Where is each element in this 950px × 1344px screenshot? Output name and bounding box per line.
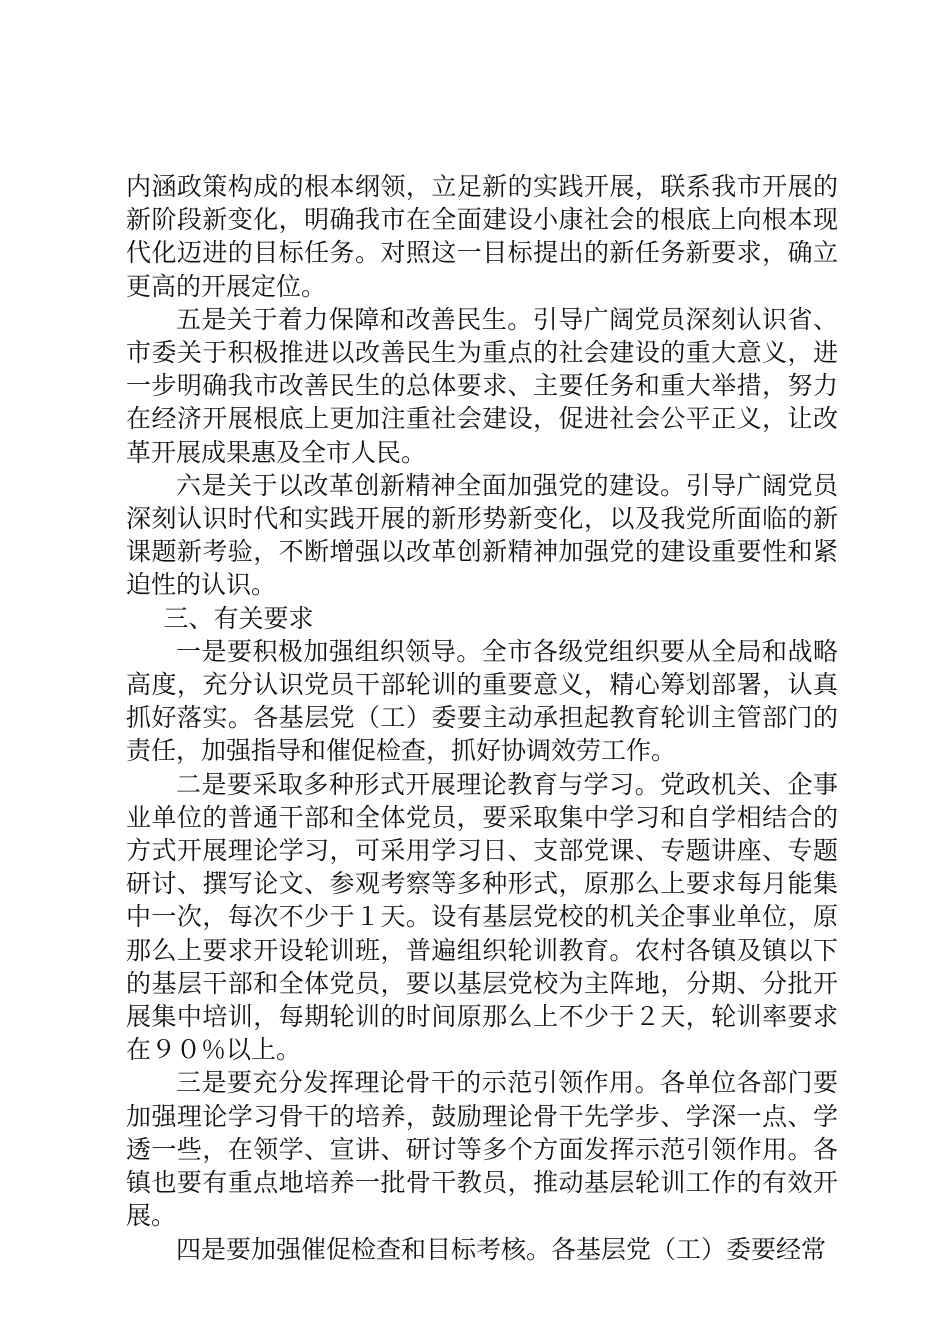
section-heading-requirements: 三、有关要求 [163, 603, 314, 633]
paragraph-item-5-livelihood: 五是关于着力保障和改善民生。引导广阔党员深刻认识省、市委关于积极推进以改善民生为重点的社会建设的重大意义，进一步明确我市改善民生的总体要求、主要任务和重大举措，努力在经济开展根底上更加注重社会建设，促进社会公平正义，让改革开展成果惠及全市人民。 [126, 304, 838, 467]
paragraph-item-6-party-building: 六是关于以改革创新精神全面加强党的建设。引导广阔党员深刻认识时代和实践开展的新形势新变化，以及我党所面临的新课题新考验，不断增强以改革创新精神加强党的建设重要性和紧迫性的认识。 [126, 470, 838, 600]
paragraph-requirement-2: 二是要采取多种形式开展理论教育与学习。党政机关、企事业单位的普通干部和全体党员，要采取集中学习和自学相结合的方式开展理论学习，可采用学习日、支部党课、专题讲座、专题研讨、撰写论文、参观考察等多种形式，原那么上要求每月能集中一次，每次不少于１天。设有基层党校的机关企事业单位，原那么上要求开设轮训班，普遍组织轮训教育。农村各镇及镇以下的基层干部和全体党员，要以基层党校为主阵地，分期、分批开展集中培训，每期轮训的时间原那么上不少于２天，轮训率要求在９０％以上。 [126, 769, 838, 1065]
paragraph-requirement-1: 一是要积极加强组织领导。全市各级党组织要从全局和战略高度，充分认识党员干部轮训的重要意义，精心筹划部署，认真抓好落实。各基层党（工）委要主动承担起教育轮训主管部门的责任，加强指导和催促检查，抓好协调效劳工作。 [126, 636, 838, 766]
paragraph-continued: 内涵政策构成的根本纲领，立足新的实践开展，联系我市开展的新阶段新变化，明确我市在全面建设小康社会的根底上向根本现代化迈进的目标任务。对照这一目标提出的新任务新要求，确立更高的开展定位。 [126, 172, 838, 301]
document-body [126, 170, 838, 1266]
paragraph-requirement-3: 三是要充分发挥理论骨干的示范引领作用。各单位各部门要加强理论学习骨干的培养，鼓励理论骨干先学步、学深一点、学透一些，在领学、宣讲、研讨等多个方面发挥示范引领作用。各镇也要有重点地培养一批骨干教员，推动基层轮训工作的有效开展。 [126, 1068, 838, 1231]
paragraph-requirement-4: 四是要加强催促检查和目标考核。各基层党（工）委要经常 [176, 1234, 827, 1264]
